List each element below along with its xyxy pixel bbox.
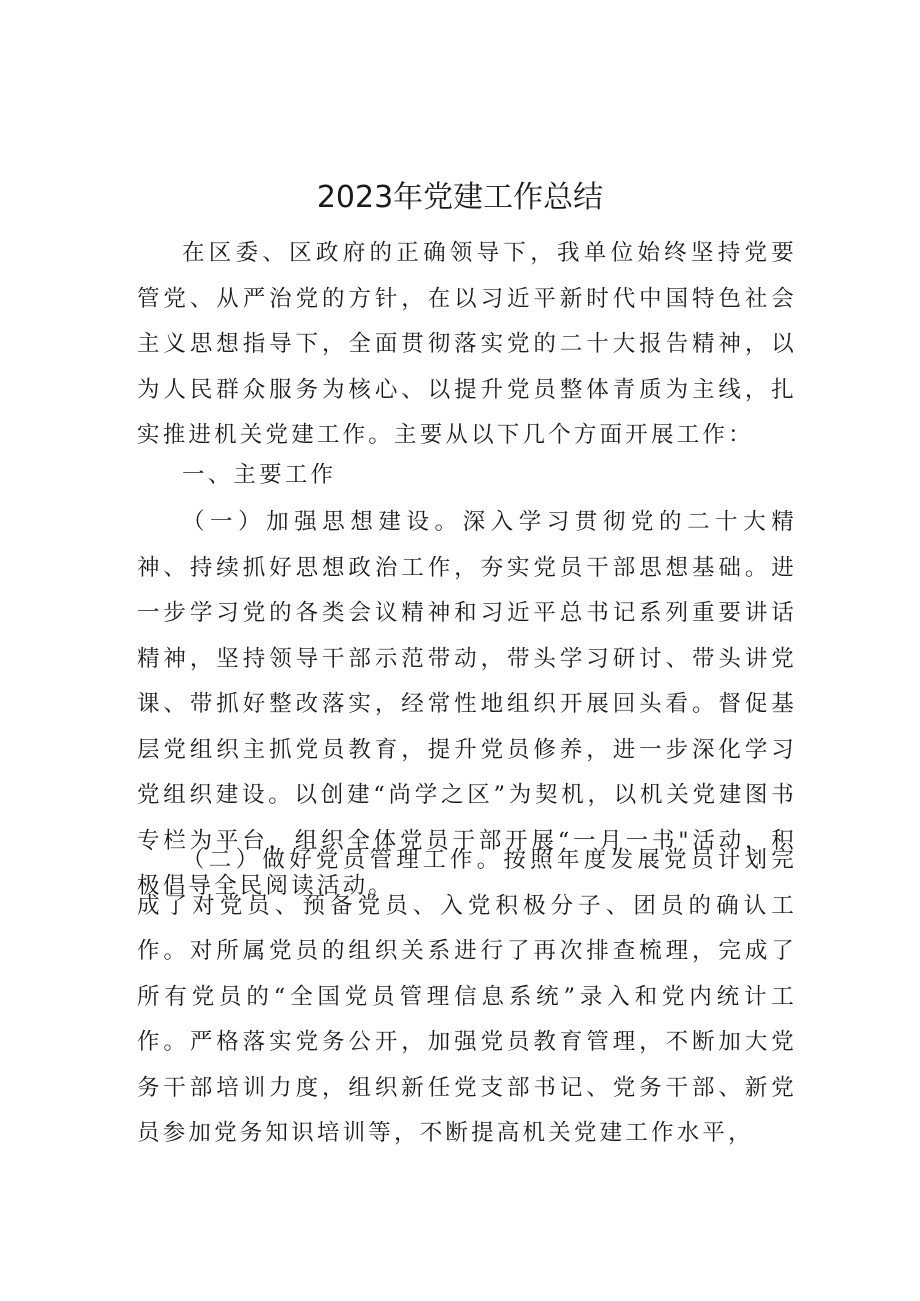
intro-paragraph: 在区委、区政府的正确领导下，我单位始终坚持党要管党、从严治党的方针，在以习近平新时代中国特色社会主义思想指导下，全面贯彻落实党的二十大报告精神，以为人民群众服务为核心、以提升党员整体青质为主线，扎实推进机关党建工作。主要从以下几个方面开展工作：: [137, 240, 797, 448]
section-heading: 一、主要工作: [182, 462, 337, 488]
section-1-paragraph: （一）加强思想建设。深入学习贯彻党的二十大精神、持续抓好思想政治工作，夯实党员干部思想基础。进一步学习党的各类会议精神和习近平总书记系列重要讲话精神，坚持领导干部示范带动，带头学习研讨、带头讲党课、带抓好整改落实，经常性地组织开展回头看。督促基层党组织主抓党员教育，提升党员修养，进一步深化学习党组织建设。以创建“尚学之区”为契机，以机关党建图书专栏为平台，组织全体党员干部开展“一月一书"活动，积极倡导全民阅读活动。: [137, 509, 797, 899]
document-title: 2023年党建工作总结: [316, 180, 604, 215]
section-2-paragraph: （二）做好党员管理工作。按照年度发展党员计划完成了对党员、预备党员、入党积极分子、团员的确认工作。对所属党员的组织关系进行了再次排查梳理，完成了所有党员的“全国党员管理信息系统”录入和党内统计工作。严格落实党务公开，加强党员教育管理，不断加大党务干部培训力度，组织新任党支部书记、党务干部、新党员参加党务知识培训等，不断提高机关党建工作水平，: [137, 847, 797, 1146]
